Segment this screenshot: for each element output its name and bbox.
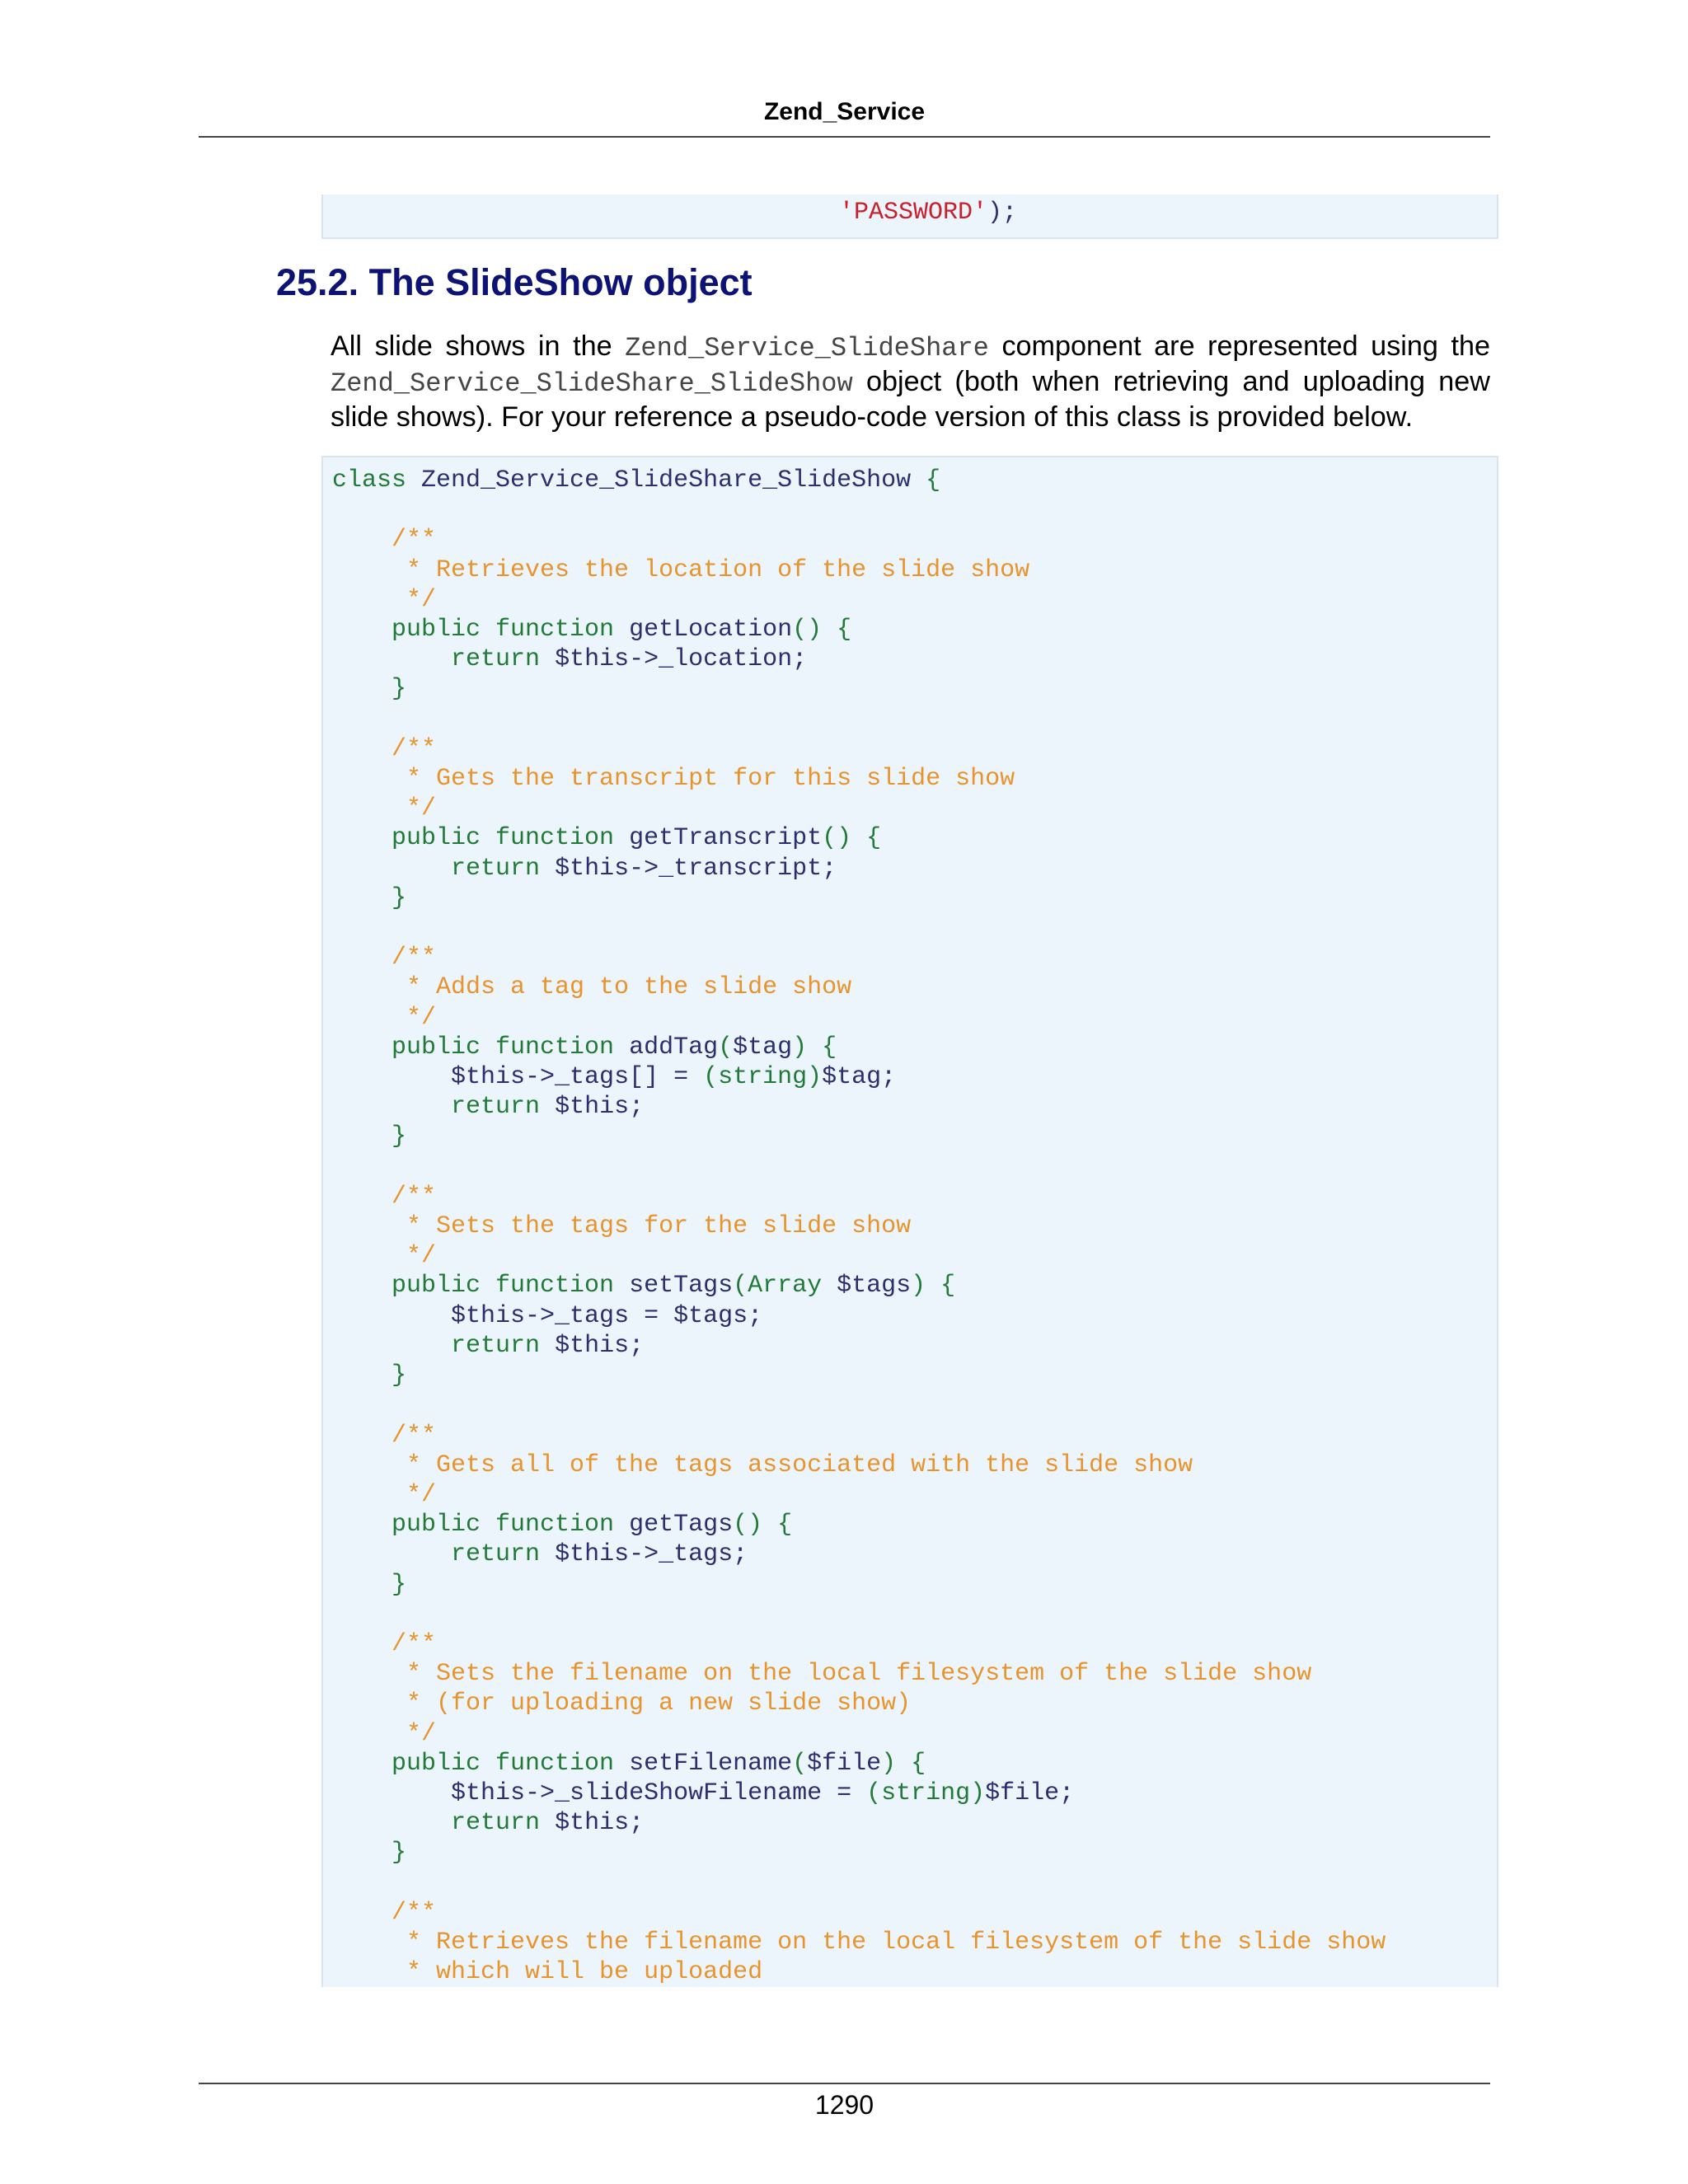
code-line	[332, 1093, 644, 1121]
code-token: /**	[392, 944, 437, 972]
code-line	[332, 1481, 436, 1509]
code-line	[332, 1361, 406, 1390]
code-line	[332, 1272, 955, 1300]
code-token: ) {	[911, 1272, 956, 1301]
code-token: (Array	[733, 1272, 837, 1301]
code-token: public function	[392, 1749, 630, 1778]
code-token: */	[406, 1003, 437, 1032]
code-line	[332, 1063, 896, 1091]
code-token: */	[406, 585, 437, 614]
running-header: Zend_Service	[763, 98, 926, 125]
code-token: );	[987, 199, 1018, 227]
code-token: (	[792, 1749, 808, 1778]
code-line	[332, 1809, 644, 1837]
code-token: ) {	[792, 1033, 837, 1062]
code-token: */	[406, 794, 437, 823]
code-line	[332, 1302, 762, 1330]
code-token: ) {	[881, 1749, 926, 1778]
code-token: $this;	[555, 1809, 645, 1838]
code-token: return	[451, 1540, 556, 1569]
code-token: */	[406, 1242, 437, 1271]
code-line	[332, 1899, 436, 1927]
paragraph-text: All slide shows in the	[331, 330, 626, 362]
code-token: (string)	[703, 1063, 823, 1092]
code-token: */	[406, 1719, 437, 1748]
code-line	[332, 1660, 1311, 1688]
code-token: * Sets the tags for the slide show	[406, 1212, 912, 1241]
code-token: /**	[392, 1421, 437, 1450]
code-line	[332, 1839, 406, 1867]
code-token: }	[392, 675, 407, 704]
code-line	[332, 884, 406, 912]
code-token: return	[451, 1809, 556, 1838]
code-token: $tags	[837, 1272, 912, 1301]
paragraph-text: object (both when retrieving and uploading new slide shows). For your reference a pseudo-code version of this class is provided below.	[331, 366, 1490, 433]
code-token: * Sets the filename on the local filesystem of the slide show	[406, 1660, 1312, 1689]
code-line	[332, 1332, 644, 1360]
code-token: 'PASSWORD'	[839, 199, 988, 227]
code-line	[332, 944, 436, 972]
code-line	[332, 675, 406, 703]
paragraph-text: component are represented using the	[988, 330, 1490, 362]
code-token: getTags	[629, 1511, 734, 1540]
code-token: $this;	[555, 1331, 645, 1360]
code-token: public function	[392, 824, 630, 853]
code-line	[332, 1779, 1074, 1807]
code-token: return	[451, 854, 556, 883]
code-token: }	[392, 1570, 407, 1599]
code-line	[332, 1451, 1193, 1479]
code-fragment-text	[323, 194, 1497, 227]
code-token: $this->_location;	[555, 645, 808, 674]
code-token: $this->_transcript;	[555, 854, 837, 883]
code-line	[332, 586, 436, 614]
code-token: /**	[392, 1629, 437, 1658]
code-line	[332, 616, 851, 644]
code-line	[332, 1122, 406, 1151]
footer-rule	[199, 2083, 1490, 2084]
code-line	[332, 645, 807, 673]
code-token: addTag	[629, 1033, 719, 1062]
code-token: }	[392, 883, 407, 912]
code-line	[332, 1242, 436, 1270]
code-token: setFilename	[629, 1749, 793, 1778]
code-token: () {	[733, 1511, 793, 1540]
header-rule	[199, 136, 1490, 138]
code-line	[332, 1630, 436, 1658]
code-line	[332, 1540, 748, 1568]
code-token: * Gets the transcript for this slide show	[406, 765, 1015, 794]
code-token: public function	[392, 1033, 630, 1062]
code-token: }	[392, 1839, 407, 1868]
inline-code: Zend_Service_SlideShare_SlideShow	[331, 368, 853, 399]
code-line	[332, 1212, 911, 1240]
code-line	[332, 794, 436, 823]
code-token: }	[392, 1122, 407, 1151]
code-token: /**	[392, 526, 437, 555]
code-line	[332, 973, 851, 1001]
code-token: * (for uploading a new slide show)	[406, 1690, 912, 1718]
code-line	[332, 1004, 436, 1032]
code-token: $file;	[985, 1779, 1075, 1807]
code-token: * Retrieves the location of the slide show	[406, 555, 1030, 584]
code-token: return	[451, 1093, 556, 1122]
code-token: $this->_tags = $tags;	[451, 1301, 763, 1330]
code-token: * which will be uploaded	[406, 1958, 763, 1987]
code-token: /**	[392, 1182, 437, 1211]
code-token: */	[406, 1480, 437, 1509]
code-token: (	[718, 1033, 734, 1062]
code-token: (string)	[866, 1779, 986, 1807]
code-line	[332, 1690, 911, 1718]
code-token: getTranscript	[629, 824, 823, 853]
code-token: /**	[392, 1898, 437, 1927]
code-line	[332, 1422, 436, 1450]
code-line	[332, 824, 881, 852]
code-token: class	[332, 466, 422, 494]
code-token: () {	[822, 824, 882, 853]
section-title: 25.2. The SlideShow object	[276, 261, 753, 303]
code-token: $this->_tags;	[555, 1540, 748, 1569]
page-number: 1290	[814, 2090, 874, 2120]
code-token: {	[911, 466, 941, 494]
code-line	[332, 466, 940, 494]
code-token: getLocation	[629, 616, 793, 644]
code-token: $this->_tags[] =	[451, 1063, 704, 1092]
inline-code: Zend_Service_SlideShare	[625, 333, 989, 363]
code-block-text	[323, 457, 1497, 1987]
code-line	[332, 1033, 837, 1062]
code-line	[332, 1183, 436, 1211]
code-line	[332, 735, 436, 763]
code-token: * Retrieves the filename on the local filesystem of the slide show	[406, 1928, 1386, 1957]
code-line	[332, 1958, 762, 1986]
code-token: $file	[807, 1749, 882, 1778]
code-block-slideshow-class	[321, 456, 1498, 1987]
code-block-fragment	[321, 194, 1498, 239]
code-line	[332, 1750, 926, 1778]
code-token: () {	[792, 616, 852, 644]
code-line	[332, 855, 837, 883]
code-token: * Adds a tag to the slide show	[406, 973, 852, 1002]
code-line	[332, 1571, 406, 1599]
code-token: return	[451, 645, 556, 674]
code-token: return	[451, 1331, 556, 1360]
code-line	[332, 1720, 436, 1748]
code-token: $this->_slideShowFilename =	[451, 1779, 867, 1807]
code-line	[332, 526, 436, 554]
code-token: public function	[392, 1272, 630, 1301]
code-token: public function	[392, 1511, 630, 1540]
code-line	[332, 765, 1015, 793]
code-line	[839, 199, 1017, 227]
code-token: setTags	[629, 1272, 734, 1301]
intro-paragraph	[331, 330, 1490, 434]
code-token: $tag	[733, 1033, 793, 1062]
code-line	[332, 556, 1029, 584]
code-line	[332, 1511, 792, 1539]
code-token: $tag;	[822, 1063, 897, 1092]
code-token: * Gets all of the tags associated with the slide show	[406, 1451, 1193, 1479]
code-token: $this;	[555, 1093, 645, 1122]
code-token: /**	[392, 734, 437, 763]
code-token: Zend_Service_SlideShare_SlideShow	[421, 466, 912, 494]
code-token: public function	[392, 616, 630, 644]
code-line	[332, 1929, 1386, 1957]
code-token: }	[392, 1361, 407, 1390]
